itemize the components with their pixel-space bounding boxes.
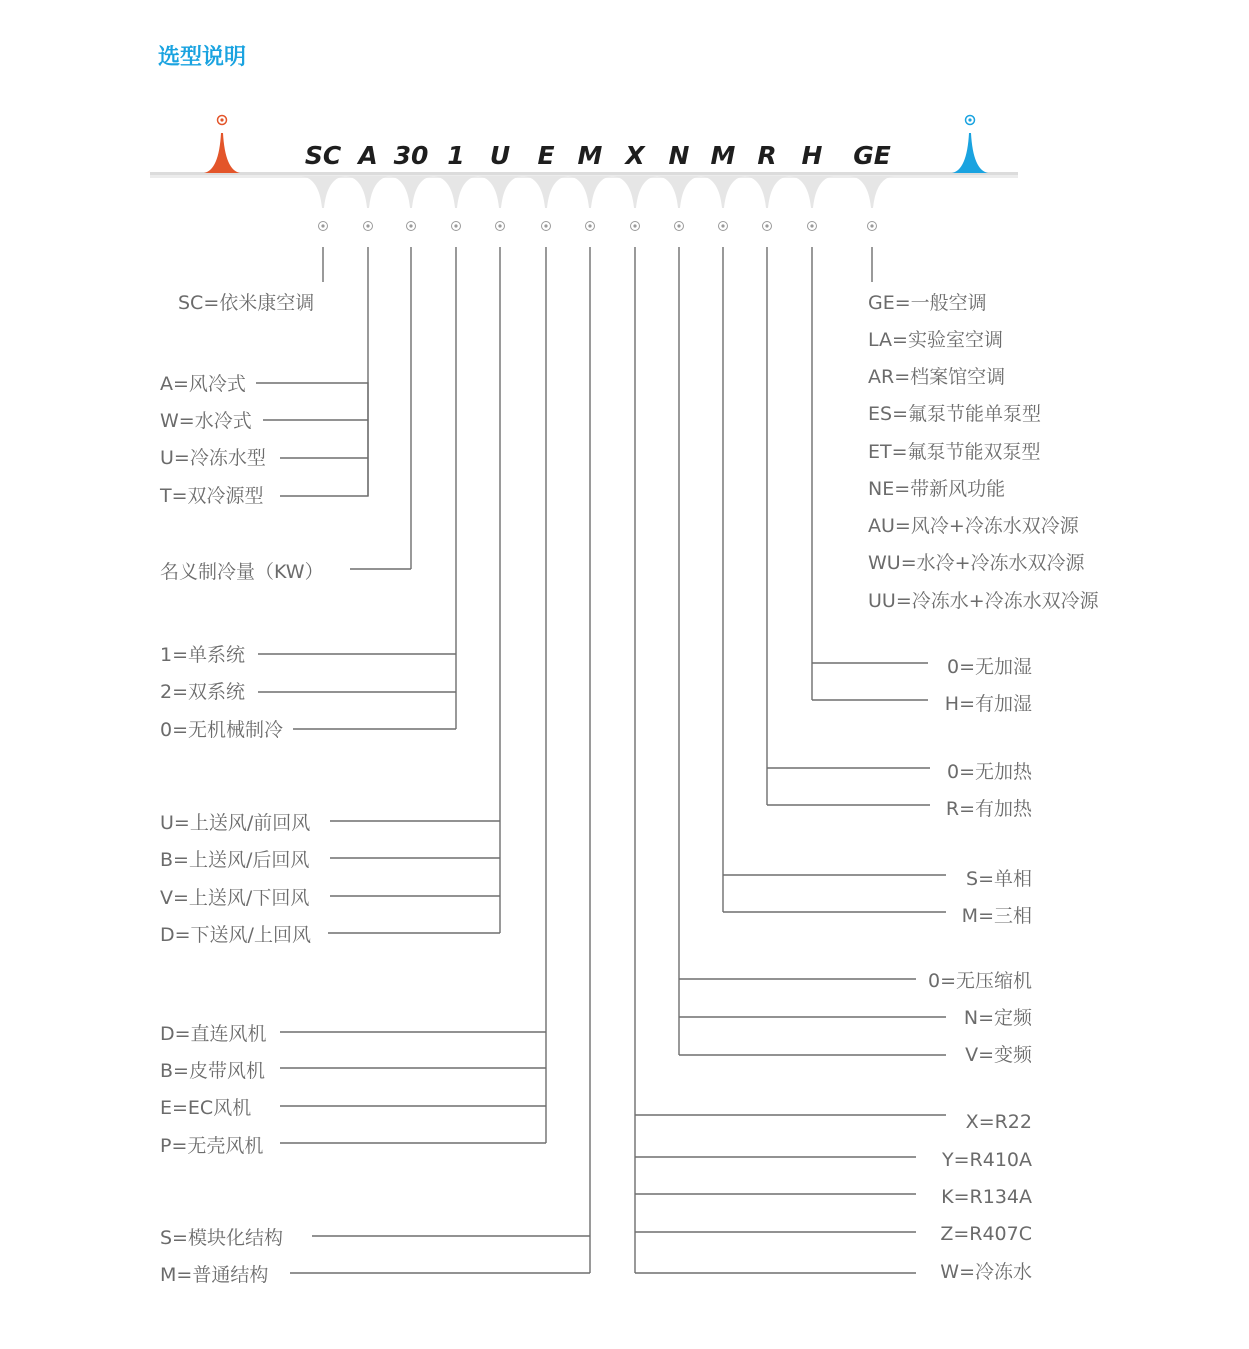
segment-dot-core [721, 224, 724, 227]
option-label: M=三相 [961, 905, 1032, 927]
code-segment: H [801, 141, 823, 170]
code-segment: A [358, 141, 378, 170]
segment-pointer [745, 176, 789, 208]
option-label: SC=依米康空调 [178, 292, 315, 314]
option-label: S=单相 [966, 868, 1032, 890]
segment-pointer [346, 176, 390, 208]
option-label: U=冷冻水型 [160, 447, 266, 469]
option-label: Y=R410A [942, 1149, 1032, 1171]
segment-dot-core [588, 224, 591, 227]
segment-pointer [790, 176, 834, 208]
segment-pointer [568, 176, 612, 208]
code-segment: U [489, 141, 511, 170]
option-label: 1=单系统 [160, 644, 246, 666]
segment-dot-core [366, 224, 369, 227]
option-label: V=变频 [965, 1044, 1032, 1066]
page-title: 选型说明 [158, 45, 247, 70]
segment-dot-core [810, 224, 813, 227]
option-label: 0=无加热 [946, 761, 1032, 783]
segment-dot-core [321, 224, 324, 227]
option-label: GE=一般空调 [868, 292, 987, 314]
segment-dot-core [498, 224, 501, 227]
option-label: X=R22 [965, 1111, 1032, 1133]
option-label: S=模块化结构 [160, 1227, 283, 1249]
option-label: W=冷冻水 [940, 1261, 1032, 1283]
option-label: M=普通结构 [160, 1264, 269, 1286]
code-segment: E [537, 141, 555, 170]
segment-dot-core [409, 224, 412, 227]
segment-pointer [657, 176, 701, 208]
option-label: P=无壳风机 [160, 1135, 264, 1157]
option-label: 0=无加湿 [946, 656, 1032, 678]
option-label: ES=氟泵节能单泵型 [868, 403, 1041, 425]
segment-pointers [301, 176, 894, 231]
option-label: E=EC风机 [160, 1097, 252, 1119]
option-labels [159, 292, 1100, 1286]
option-label: NE=带新风功能 [868, 478, 1006, 500]
segment-dot-core [765, 224, 768, 227]
segment-pointer [701, 176, 745, 208]
option-label: H=有加湿 [944, 693, 1032, 715]
code-segment: M [577, 141, 603, 170]
connector-lines [256, 247, 946, 1273]
option-label: 0=无压缩机 [927, 970, 1032, 992]
option-label: D=下送风/上回风 [160, 924, 311, 946]
code-segment: X [625, 141, 645, 170]
code-segment: SC [304, 141, 342, 170]
option-label: 名义制冷量（KW） [160, 561, 324, 583]
option-label: K=R134A [941, 1186, 1032, 1208]
segment-pointer [850, 176, 894, 208]
option-label: R=有加热 [945, 798, 1032, 820]
segment-dot-core [633, 224, 636, 227]
option-label: B=皮带风机 [160, 1060, 265, 1082]
option-label: D=直连风机 [160, 1023, 267, 1045]
option-label: 0=无机械制冷 [160, 719, 284, 741]
option-label: AU=风冷+冷冻水双冷源 [868, 515, 1079, 537]
option-label: WU=水冷+冷冻水双冷源 [868, 552, 1085, 574]
option-label: A=风冷式 [160, 373, 246, 395]
option-label: U=上送风/前回风 [160, 812, 311, 834]
segment-pointer [434, 176, 478, 208]
segment-pointer [301, 176, 345, 208]
option-label: B=上送风/后回风 [160, 849, 310, 871]
segment-pointer [524, 176, 568, 208]
code-segment: 30 [393, 141, 429, 170]
option-label: N=定频 [963, 1007, 1032, 1029]
option-label: AR=档案馆空调 [868, 366, 1006, 388]
option-label: Z=R407C [940, 1223, 1032, 1245]
segment-pointer [389, 176, 433, 208]
option-label: LA=实验室空调 [868, 329, 1003, 351]
segment-pointer [478, 176, 522, 208]
option-label: UU=冷冻水+冷冻水双冷源 [868, 590, 1099, 612]
right-end-marker [952, 116, 988, 174]
option-label: V=上送风/下回风 [160, 887, 310, 909]
code-segment: GE [853, 141, 891, 170]
option-label: W=水冷式 [160, 410, 252, 432]
segment-dot-core [870, 224, 873, 227]
option-label: T=双冷源型 [160, 485, 264, 507]
left-end-marker [204, 116, 240, 174]
code-segment: N [668, 141, 690, 170]
option-label: ET=氟泵节能双泵型 [868, 441, 1041, 463]
model-code-segments [305, 141, 891, 170]
option-label: 2=双系统 [160, 681, 246, 703]
segment-pointer [613, 176, 657, 208]
code-segment: M [710, 141, 736, 170]
code-segment: 1 [447, 141, 465, 170]
segment-dot-core [677, 224, 680, 227]
segment-dot-core [454, 224, 457, 227]
code-segment: R [757, 141, 777, 170]
segment-dot-core [544, 224, 547, 227]
